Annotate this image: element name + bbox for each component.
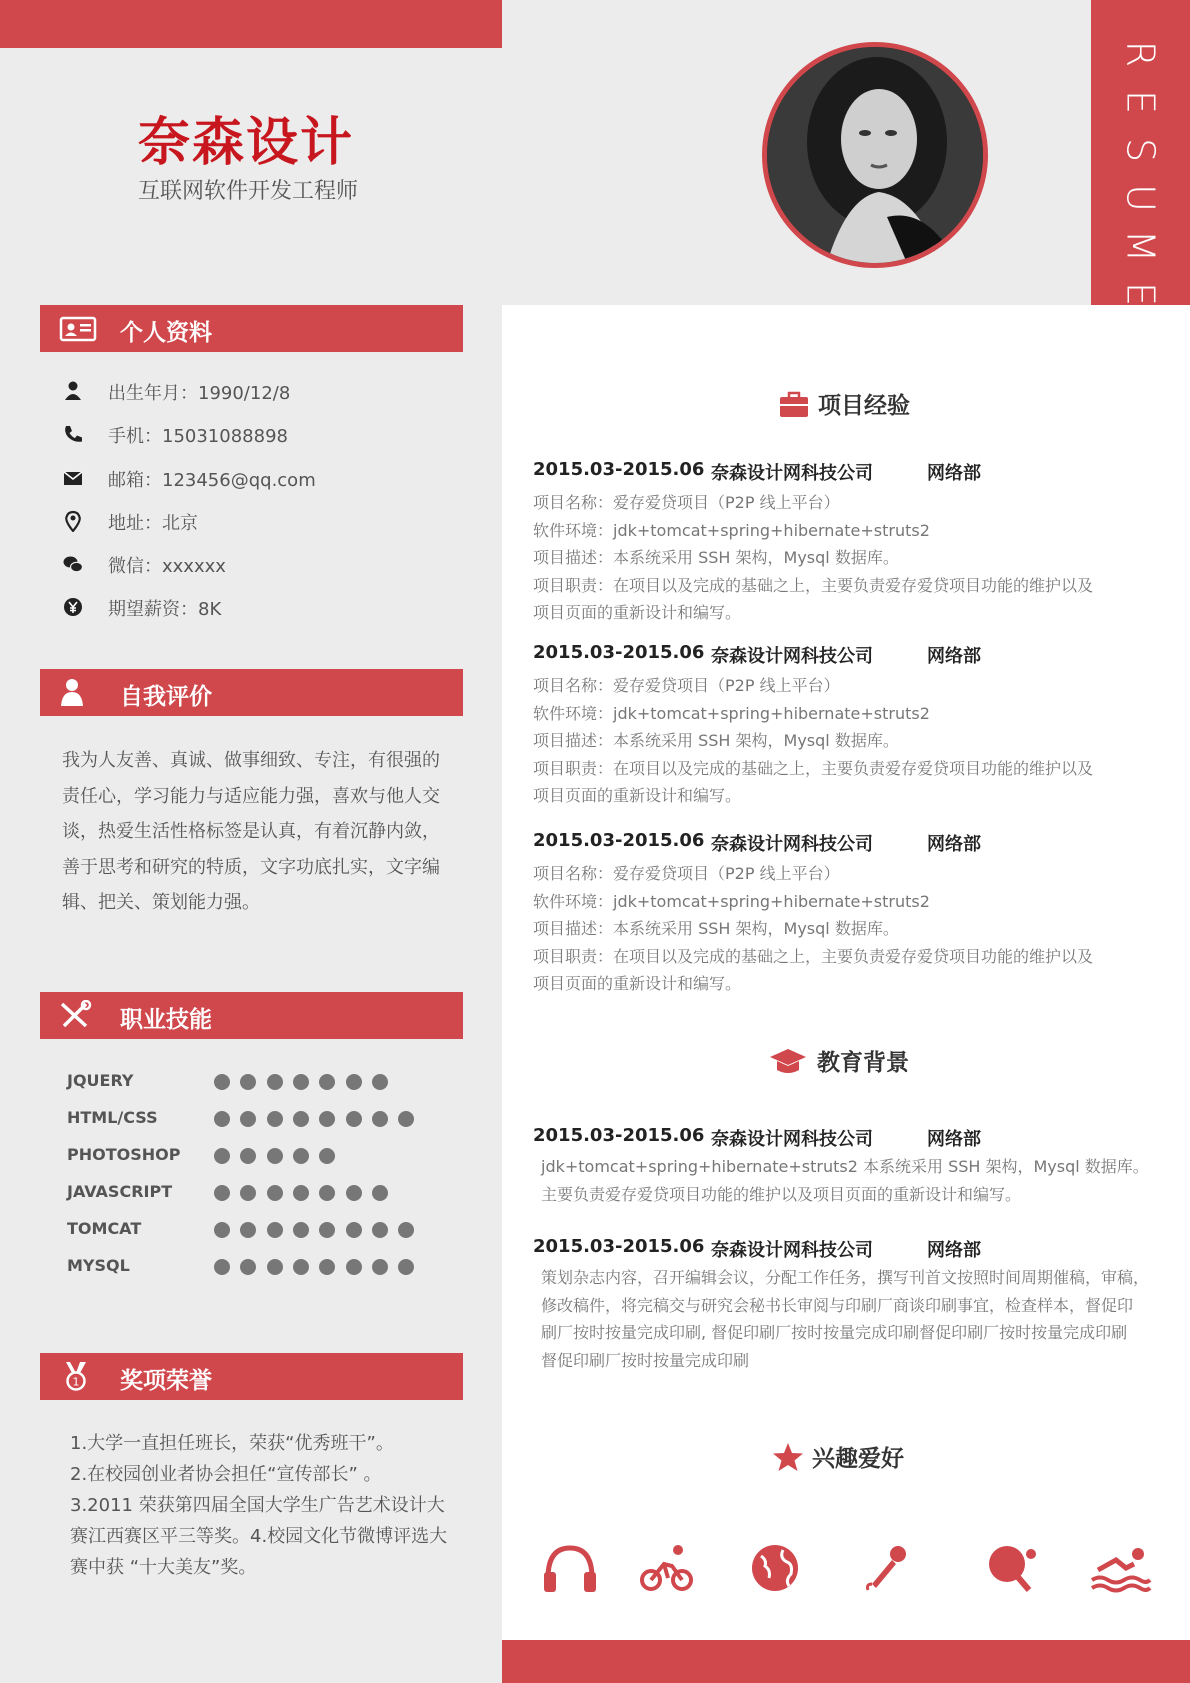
entry-line: 软件环境：jdk+tomcat+spring+hibernate+struts2: [533, 891, 930, 911]
phone-icon: [62, 423, 84, 445]
award-line: 3.2011 荣获第四届全国大学生广告艺术设计大赛江西赛区平三等奖。4.校园文化节微博评选大赛中获 “十大美友”奖。: [70, 1495, 448, 1578]
skill-dot: [267, 1074, 283, 1090]
entry-line: 项目描述：本系统采用 SSH 架构，Mysql 数据库。: [533, 548, 899, 567]
entry-description: [541, 1264, 1151, 1374]
entry-description: [533, 672, 1133, 810]
skill-dot: [398, 1222, 414, 1238]
entry-description: [541, 1153, 1151, 1208]
skill-dot: [293, 1111, 309, 1127]
location-icon: [62, 510, 84, 532]
skill-dot: [214, 1222, 230, 1238]
entry-line: 项目名称：爱存爱贷项目（P2P 线上平台）: [533, 676, 840, 695]
section-title: 奖项荣誉: [120, 1368, 212, 1394]
skill-dot: [214, 1111, 230, 1127]
profile-text: 手机：15031088898: [108, 426, 288, 447]
profile-text: 邮箱：123456@qq.com: [108, 470, 316, 491]
entry-line: 项目职责：在项目以及完成的基础之上，主要负责爱存爱贷项目功能的维护以及: [533, 575, 1094, 595]
section-title: 职业技能: [120, 1007, 212, 1033]
skill-dot: [240, 1185, 256, 1201]
skill-dot: [214, 1148, 230, 1164]
profile-text: 微信：xxxxxx: [108, 556, 226, 577]
entry-line: 项目页面的重新设计和编写。: [533, 974, 742, 993]
skill-dot: [293, 1185, 309, 1201]
skill-dot: [319, 1185, 335, 1201]
cycling-icon: [638, 1542, 698, 1594]
entry-line: 项目描述：本系统采用 SSH 架构，Mysql 数据库。: [533, 919, 899, 938]
skill-dot: [293, 1148, 309, 1164]
skill-dot: [214, 1185, 230, 1201]
resume-letter: U: [1118, 184, 1163, 212]
skill-name: PHOTOSHOP: [67, 1145, 181, 1164]
self-eval-text: 我为人友善、真诚、做事细致、专注，有很强的责任心，学习能力与适应能力强，喜欢与他人交谈，热爱生活性格标签是认真，有着沉静内敛，善于思考和研究的特质，文字功底扎实，文字编辑、把关、策划能力强。: [62, 750, 440, 913]
microphone-icon: [860, 1542, 920, 1594]
profile-text: 出生年月：1990/12/8: [108, 383, 291, 404]
entry-description: [533, 489, 1133, 627]
skill-dot: [267, 1259, 283, 1275]
briefcase-icon: [778, 389, 810, 419]
skill-dot: [267, 1111, 283, 1127]
skill-dot: [319, 1111, 335, 1127]
skill-dot: [346, 1259, 362, 1275]
skill-dot: [346, 1222, 362, 1238]
skill-name: JAVASCRIPT: [67, 1182, 173, 1201]
entry-line: 项目页面的重新设计和编写。: [533, 603, 742, 622]
award-line: 1.大学一直担任班长，荣获“优秀班干”。: [70, 1433, 394, 1454]
skill-dot: [346, 1111, 362, 1127]
skill-dot: [240, 1148, 256, 1164]
entry-company: 奈森设计网科技公司: [711, 834, 873, 855]
section-header-self-eval: [40, 669, 463, 716]
medal-icon: [58, 1361, 98, 1391]
entry-dept: 网络部: [927, 1240, 981, 1261]
entry-company: 奈森设计网科技公司: [711, 463, 873, 484]
entry-line: 项目职责：在项目以及完成的基础之上，主要负责爱存爱贷项目功能的维护以及: [533, 946, 1094, 966]
profile-text: 地址：北京: [108, 513, 198, 534]
skill-dot: [372, 1111, 388, 1127]
entry-dept: 网络部: [927, 646, 981, 667]
skill-dot: [319, 1222, 335, 1238]
entry-description: [533, 860, 1133, 998]
globe-icon: [745, 1542, 805, 1594]
entry-date: 2015.03-2015.06: [533, 1125, 705, 1146]
skill-dot: [240, 1222, 256, 1238]
entry-line: 刷厂按时按量完成印刷, 督促印刷厂按时按量完成印刷督促印刷厂按时按量完成印刷: [541, 1323, 1128, 1342]
star-icon: [772, 1442, 804, 1472]
skill-dot: [372, 1222, 388, 1238]
skill-dot: [267, 1222, 283, 1238]
resume-label: [1091, 30, 1190, 318]
award-line: 2.在校园创业者协会担任“宣传部长” 。: [70, 1464, 382, 1485]
resume-letter: E: [1118, 89, 1163, 114]
entry-dept: 网络部: [927, 834, 981, 855]
entry-line: 策划杂志内容，召开编辑会议，分配工作任务，撰写刊首文按照时间周期催稿，审稿，: [541, 1268, 1150, 1287]
profile-text: 期望薪资：8K: [108, 599, 222, 620]
bottom-accent-bar: [502, 1640, 1190, 1683]
entry-company: 奈森设计网科技公司: [711, 1129, 873, 1150]
id-card-icon: [58, 313, 98, 343]
entry-line: 项目描述：本系统采用 SSH 架构，Mysql 数据库。: [533, 731, 899, 750]
ping-pong-icon: [983, 1542, 1043, 1594]
skill-dot: [293, 1259, 309, 1275]
swimming-icon: [1090, 1542, 1152, 1594]
skill-dot: [293, 1074, 309, 1090]
skill-name: TOMCAT: [67, 1219, 142, 1238]
tools-icon: [58, 1000, 98, 1030]
skill-dot: [319, 1148, 335, 1164]
skill-dot: [240, 1259, 256, 1275]
skill-dot: [267, 1148, 283, 1164]
entry-line: jdk+tomcat+spring+hibernate+struts2 本系统采用 SSH 架构，Mysql 数据库。: [541, 1157, 1149, 1176]
entry-line: 主要负责爱存爱贷项目功能的维护以及项目页面的重新设计和编写。: [541, 1184, 1022, 1204]
entry-line: 项目职责：在项目以及完成的基础之上，主要负责爱存爱贷项目功能的维护以及: [533, 758, 1094, 778]
top-accent-bar: [0, 0, 502, 48]
skill-dot: [240, 1111, 256, 1127]
skill-dot: [240, 1074, 256, 1090]
graduation-cap-icon: [768, 1046, 808, 1076]
section-title: 项目经验: [818, 393, 910, 419]
skill-name: MYSQL: [67, 1256, 130, 1275]
resume-letter: S: [1118, 137, 1163, 163]
skill-dot: [346, 1074, 362, 1090]
skill-dot: [319, 1074, 335, 1090]
skill-dot: [319, 1259, 335, 1275]
avatar: [762, 42, 988, 268]
yen-icon: [62, 596, 84, 618]
skill-dot: [372, 1259, 388, 1275]
entry-line: 修改稿件，将完稿交与研究会秘书长审阅与印刷厂商谈印刷事宜，检查样本，督促印: [541, 1295, 1134, 1315]
resume-letter: E: [1118, 281, 1163, 306]
skill-dot: [372, 1185, 388, 1201]
entry-company: 奈森设计网科技公司: [711, 646, 873, 667]
entry-company: 奈森设计网科技公司: [711, 1240, 873, 1261]
section-header-profile: [40, 305, 463, 352]
skill-dot: [214, 1259, 230, 1275]
section-title: 自我评价: [120, 684, 212, 710]
skill-dot: [398, 1259, 414, 1275]
skill-dot: [346, 1185, 362, 1201]
entry-line: 督促印刷厂按时按量完成印刷: [541, 1350, 750, 1370]
skill-dot: [372, 1074, 388, 1090]
resume-letter: M: [1118, 229, 1163, 263]
entry-date: 2015.03-2015.06: [533, 1236, 705, 1257]
entry-date: 2015.03-2015.06: [533, 642, 705, 663]
headphones-icon: [540, 1542, 600, 1594]
svg-text:1: 1: [72, 1375, 80, 1389]
mail-icon: [62, 467, 84, 489]
entry-line: 项目名称：爱存爱贷项目（P2P 线上平台）: [533, 493, 840, 512]
skill-dot: [293, 1222, 309, 1238]
entry-date: 2015.03-2015.06: [533, 459, 705, 480]
skill-dot: [214, 1074, 230, 1090]
candidate-role: 互联网软件开发工程师: [138, 179, 359, 204]
skill-name: HTML/CSS: [67, 1108, 158, 1127]
entry-dept: 网络部: [927, 463, 981, 484]
skill-dot: [398, 1111, 414, 1127]
person-icon: [58, 677, 98, 707]
section-title: 教育背景: [817, 1050, 909, 1076]
entry-line: 软件环境：jdk+tomcat+spring+hibernate+struts2: [533, 703, 930, 723]
entry-line: 项目名称：爱存爱贷项目（P2P 线上平台）: [533, 864, 840, 883]
wechat-icon: [62, 553, 84, 575]
skill-dot: [267, 1185, 283, 1201]
section-title: 个人资料: [120, 320, 212, 346]
entry-dept: 网络部: [927, 1129, 981, 1150]
candidate-name: 奈森设计: [138, 113, 355, 173]
section-header-awards: [40, 1353, 463, 1400]
section-title: 兴趣爱好: [812, 1446, 904, 1472]
section-header-skills: [40, 992, 463, 1039]
entry-date: 2015.03-2015.06: [533, 830, 705, 851]
entry-line: 项目页面的重新设计和编写。: [533, 786, 742, 805]
person-icon: [62, 380, 84, 402]
awards-list: [70, 1428, 455, 1583]
entry-line: 软件环境：jdk+tomcat+spring+hibernate+struts2: [533, 520, 930, 540]
resume-letter: R: [1118, 40, 1163, 68]
skill-name: JQUERY: [67, 1071, 134, 1090]
